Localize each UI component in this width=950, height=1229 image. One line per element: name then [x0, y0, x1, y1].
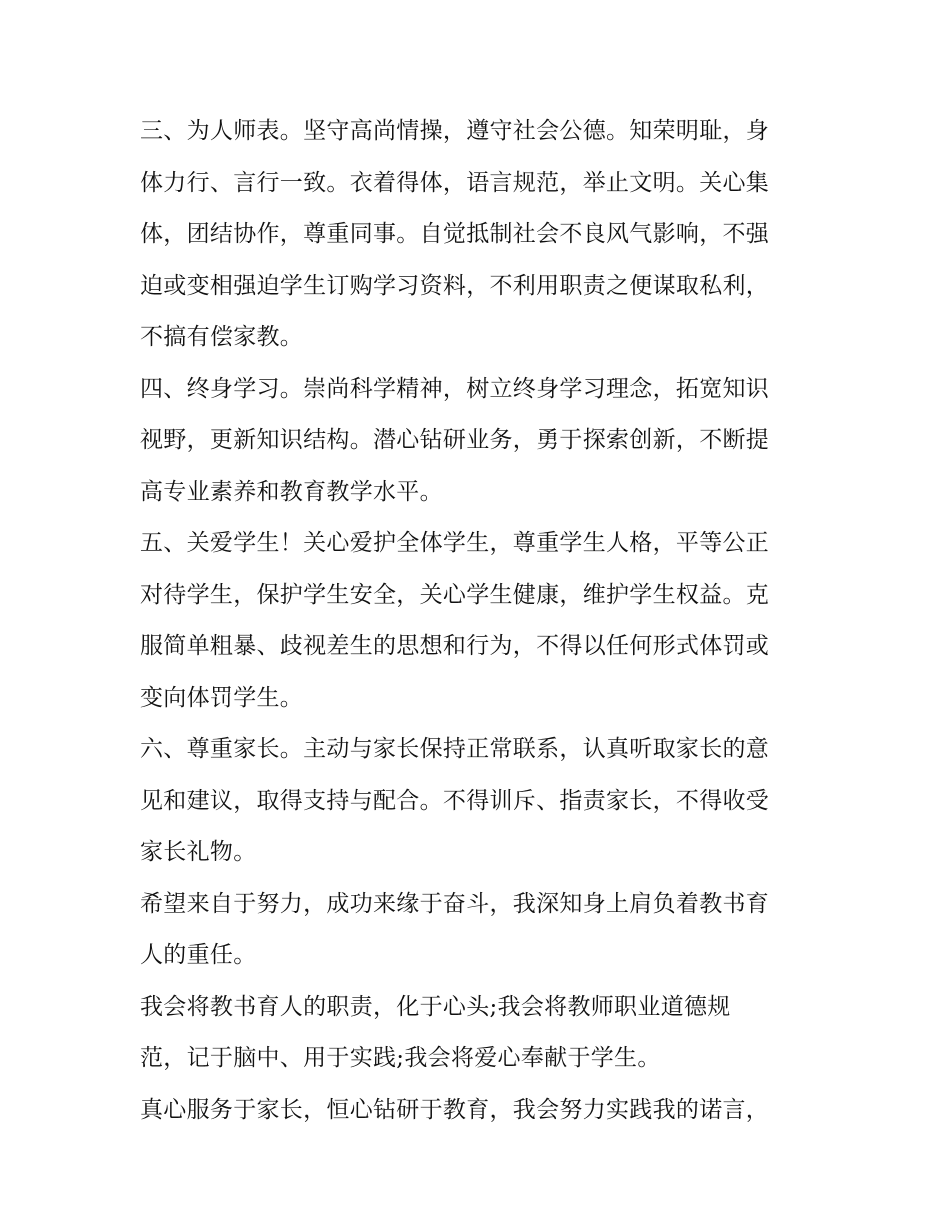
text-line: 变向体罚学生。: [140, 684, 304, 711]
text-line: 体，团结协作，尊重同事。自觉抵制社会不良风气影响，不强: [140, 221, 770, 247]
text-line: 六、尊重家长。主动与家长保持正常联系，认真听取家长的意: [140, 736, 770, 762]
text-line: 高专业素养和教育教学水平。: [140, 478, 443, 505]
text-line: 范，记于脑中、用于实践;我会将爱心奉献于学生。: [140, 1045, 661, 1071]
text-line: 三、为人师表。坚守高尚情操，遵守社会公德。知荣明耻，身: [140, 118, 770, 144]
text-line: 体力行、言行一致。衣着得体，语言规范，举止文明。关心集: [140, 169, 770, 196]
text-line: 服简单粗暴、歧视差生的思想和行为，不得以任何形式体罚或: [140, 633, 770, 659]
text-line: 家长礼物。: [140, 839, 257, 865]
text-line: 五、关爱学生！关心爱护全体学生，尊重学生人格，平等公正: [140, 530, 770, 556]
text-line: 人的重任。: [140, 942, 257, 968]
text-line: 真心服务于家长，恒心钻研于教育，我会努力实践我的诺言，: [140, 1096, 770, 1123]
text-line: 希望来自于努力，成功来缘于奋斗，我深知身上肩负着教书育: [140, 890, 770, 917]
text-line: 不搞有偿家教。: [140, 324, 304, 350]
text-line: 视野，更新知识结构。潜心钻研业务，勇于探索创新，不断提: [140, 427, 770, 453]
text-line: 我会将教书育人的职责，化于心头;我会将教师职业道德规: [140, 993, 731, 1020]
text-line: 迫或变相强迫学生订购学习资料，不利用职责之便谋取私利，: [140, 272, 770, 299]
text-line: 对待学生，保护学生安全，关心学生健康，维护学生权益。克: [140, 581, 770, 608]
document-body: [140, 106, 820, 1136]
text-line: 见和建议，取得支持与配合。不得训斥、指责家长，不得收受: [140, 787, 770, 814]
text-line: 四、终身学习。崇尚科学精神，树立终身学习理念，拓宽知识: [140, 375, 770, 402]
